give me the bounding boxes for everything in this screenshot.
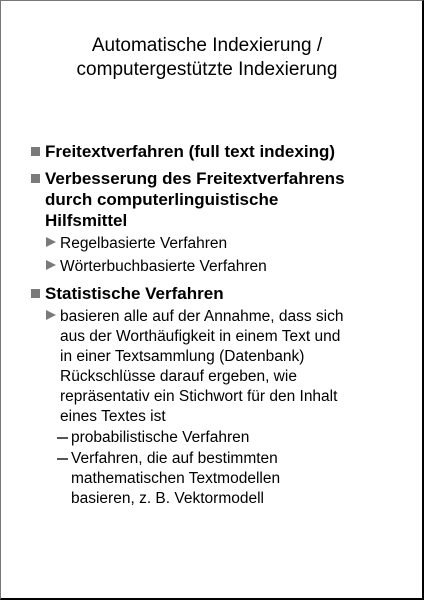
triangle-bullet-icon [46, 310, 56, 320]
sub-bullet-text-line: basieren alle auf der Annahme, dass sich [60, 308, 344, 325]
slide-title-line-2: computergestützte Indexierung [76, 59, 338, 80]
sub-bullet-text-line: aus der Worthäufigkeit in einem Text und [60, 328, 341, 345]
square-bullet-icon [31, 174, 40, 183]
dash-bullet-text-line: Verfahren, die auf bestimmten [71, 450, 278, 467]
sub-bullet-text: Regelbasierte Verfahren [60, 235, 228, 252]
dash-bullet-icon [57, 458, 68, 460]
sub-bullet-rule-based [1, 234, 421, 254]
sub-bullet-word-frequency-assumption [1, 307, 421, 427]
dash-bullet-text: probabilistische Verfahren [71, 429, 250, 446]
dash-bullet-probabilistic [1, 428, 421, 448]
sub-bullet-text-line: eines Textes ist [60, 408, 166, 425]
square-bullet-icon [31, 289, 40, 298]
bullet-text-line: durch computerlinguistische [45, 190, 279, 209]
bullet-list [1, 141, 421, 509]
slide-title-line-1: Automatische Indexierung / [91, 35, 323, 56]
sub-bullet-text-line: in einer Textsammlung (Datenbank) [60, 348, 305, 365]
triangle-bullet-icon [46, 260, 56, 270]
dash-bullet-text-line: mathematischen Textmodellen [71, 470, 281, 487]
bullet-text: Statistische Verfahren [45, 284, 224, 303]
sub-bullet-text: Wörterbuchbasierte Verfahren [60, 258, 267, 275]
dash-bullet-text-line: basieren, z. B. Vektormodell [71, 490, 264, 507]
bullet-text: Freitextverfahren (full text indexing) [45, 142, 335, 161]
bullet-computational-linguistics [1, 168, 421, 231]
bullet-full-text-indexing [1, 141, 421, 162]
bullet-text-line: Hilfsmittel [45, 211, 128, 230]
sub-bullet-dictionary-based [1, 257, 421, 277]
triangle-bullet-icon [46, 237, 56, 247]
bullet-statistical-methods [1, 283, 421, 304]
slide-title [1, 34, 413, 82]
square-bullet-icon [31, 147, 40, 156]
sub-bullet-text-line: Rückschlüsse darauf ergeben, wie [60, 368, 297, 385]
bullet-text-line: Verbesserung des Freitextverfahrens [45, 169, 345, 188]
dash-bullet-icon [57, 437, 68, 439]
sub-bullet-text-line: repräsentativ ein Stichwort für den Inhalt [60, 388, 338, 405]
dash-bullet-mathematical-models [1, 449, 421, 509]
